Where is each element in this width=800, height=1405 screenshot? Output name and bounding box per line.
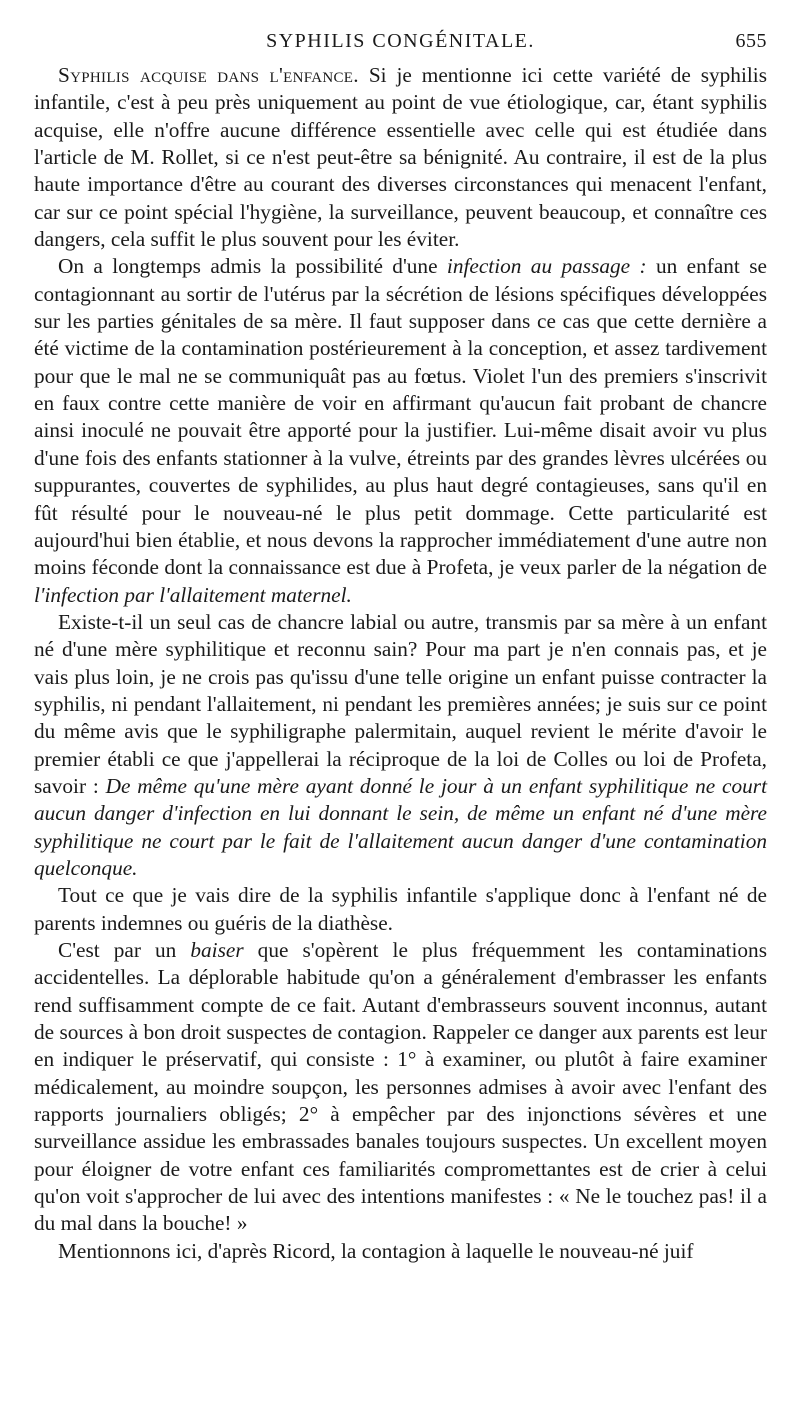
page-number: 655	[735, 30, 767, 52]
paragraph-2-italic-d: l'infection par l'allaitement maternel.	[34, 582, 352, 607]
paragraph-6	[34, 1238, 767, 1265]
paragraph-3-italic-b: De même qu'une mère ayant donné le jour à un enfant syphilitique ne court aucun danger d'infection en lui donnant le sein, de même un enfant né d'une mère syphilitique ne court par le fait de l'allaitement aucun danger d'une contamination quelconque.	[34, 773, 767, 880]
running-title: SYPHILIS CONGÉNITALE.	[266, 30, 535, 52]
paragraph-4	[34, 882, 767, 937]
paragraph-5-text-a: C'est par un	[58, 938, 191, 962]
paragraph-4-text: Tout ce que je vais dire de la syphilis infantile s'applique donc à l'enfant né de parents indemnes ou guéris de la diathèse.	[34, 883, 767, 935]
paragraph-1	[34, 62, 767, 253]
paragraph-2-text-c: un enfant se contagionnant au sortir de l'utérus par la sécrétion de lésions spécifiques développées sur les parties génitales de sa mère. Il faut supposer dans ce cas que cette dernière a été victime de la contamination postérieurement à la conception, et assez tardivement pour que le mal ne se communiquât pas au fœtus. Violet l'un des premiers s'inscrivit en faux contre cette manière de voir en affirmant qu'aucun fait probant de chancre ainsi inoculé ne pouvait être apporté pour la justifier. Lui-même disait avoir vu plus d'une fois des enfants stationner à la vulve, étreints par des grandes lèvres ulcérées ou suppurantes, couvertes de syphilides, au plus haut degré contagieuses, sans qu'il en fût résulté pour le nouveau-né le plus petit dommage. Cette particularité est aujourd'hui bien établie, et nous devons la rapprocher immédiatement d'une autre non moins féconde dont la connaissance est due à Profeta, je veux parler de la négation de	[34, 254, 767, 580]
paragraph-3	[34, 609, 767, 882]
paragraph-6-text: Mentionnons ici, d'après Ricord, la contagion à laquelle le nouveau-né juif	[58, 1238, 694, 1263]
paragraph-5-italic-b: baiser	[190, 938, 244, 962]
section-title: Syphilis acquise dans l'enfance.	[58, 63, 359, 87]
paragraph-2	[34, 253, 767, 608]
paragraph-2-text-a: On a longtemps admis la possibilité d'une	[58, 254, 447, 279]
paragraph-2-italic-b: infection au passage :	[446, 254, 647, 279]
paragraph-5-text-c: que s'opèrent le plus fréquemment les contaminations accidentelles. La déplorable habitude qu'on a généralement d'embrasser les enfants rend suffisamment compte de ce fait. Autant d'embrasseurs souvent inconnus, autant de sources à bon droit suspectes de contagion. Rappeler ce danger aux parents est leur en indiquer le préservatif, qui consiste : 1° à examiner, ou plutôt à faire examiner médicalement, au moindre soupçon, les personnes admises à avoir avec l'enfant des rapports journaliers obligés; 2° à empêcher par des injonctions sévères et une surveillance assidue les embrassades banales toujours suspectes. Un excellent moyen pour éloigner de votre enfant ces familiarités compromettantes est de crier à celui qu'on voit s'approcher de lui avec des intentions manifestes : « Ne le touchez pas! il a du mal dans la bouche! »	[34, 938, 767, 1236]
paragraph-3-text-a: Existe-t-il un seul cas de chancre labial ou autre, transmis par sa mère à un enfant né d'une mère syphilitique et reconnu sain? Pour ma part je n'en connais pas, et je vais plus loin, je ne crois pas qu'issu d'une telle origine un enfant puisse contracter la syphilis, ni pendant l'allaitement, ni pendant les premières années; je suis sur ce point du même avis que le syphiligraphe palermitain, auquel revient le mérite d'avoir le premier établi ce que j'appellerai la réciproque de la loi de Colles ou loi de Profeta, savoir :	[34, 609, 767, 798]
running-header	[34, 30, 767, 56]
page	[34, 30, 767, 1265]
paragraph-5	[34, 937, 767, 1238]
paragraph-1-text: Si je mentionne ici cette variété de syphilis infantile, c'est à peu près uniquement au point de vue étiologique, car, étant syphilis acquise, elle n'offre aucune différence essentielle avec celle qui est étudiée dans l'article de M. Rollet, si ce n'est peut-être sa bénignité. Au contraire, il est de la plus haute importance d'être au courant des diverses circonstances qui menacent l'enfant, car sur ce point spécial l'hygiène, la surveillance, peuvent beaucoup, et connaître ces dangers, cela suffit le plus souvent pour les éviter.	[34, 63, 767, 252]
